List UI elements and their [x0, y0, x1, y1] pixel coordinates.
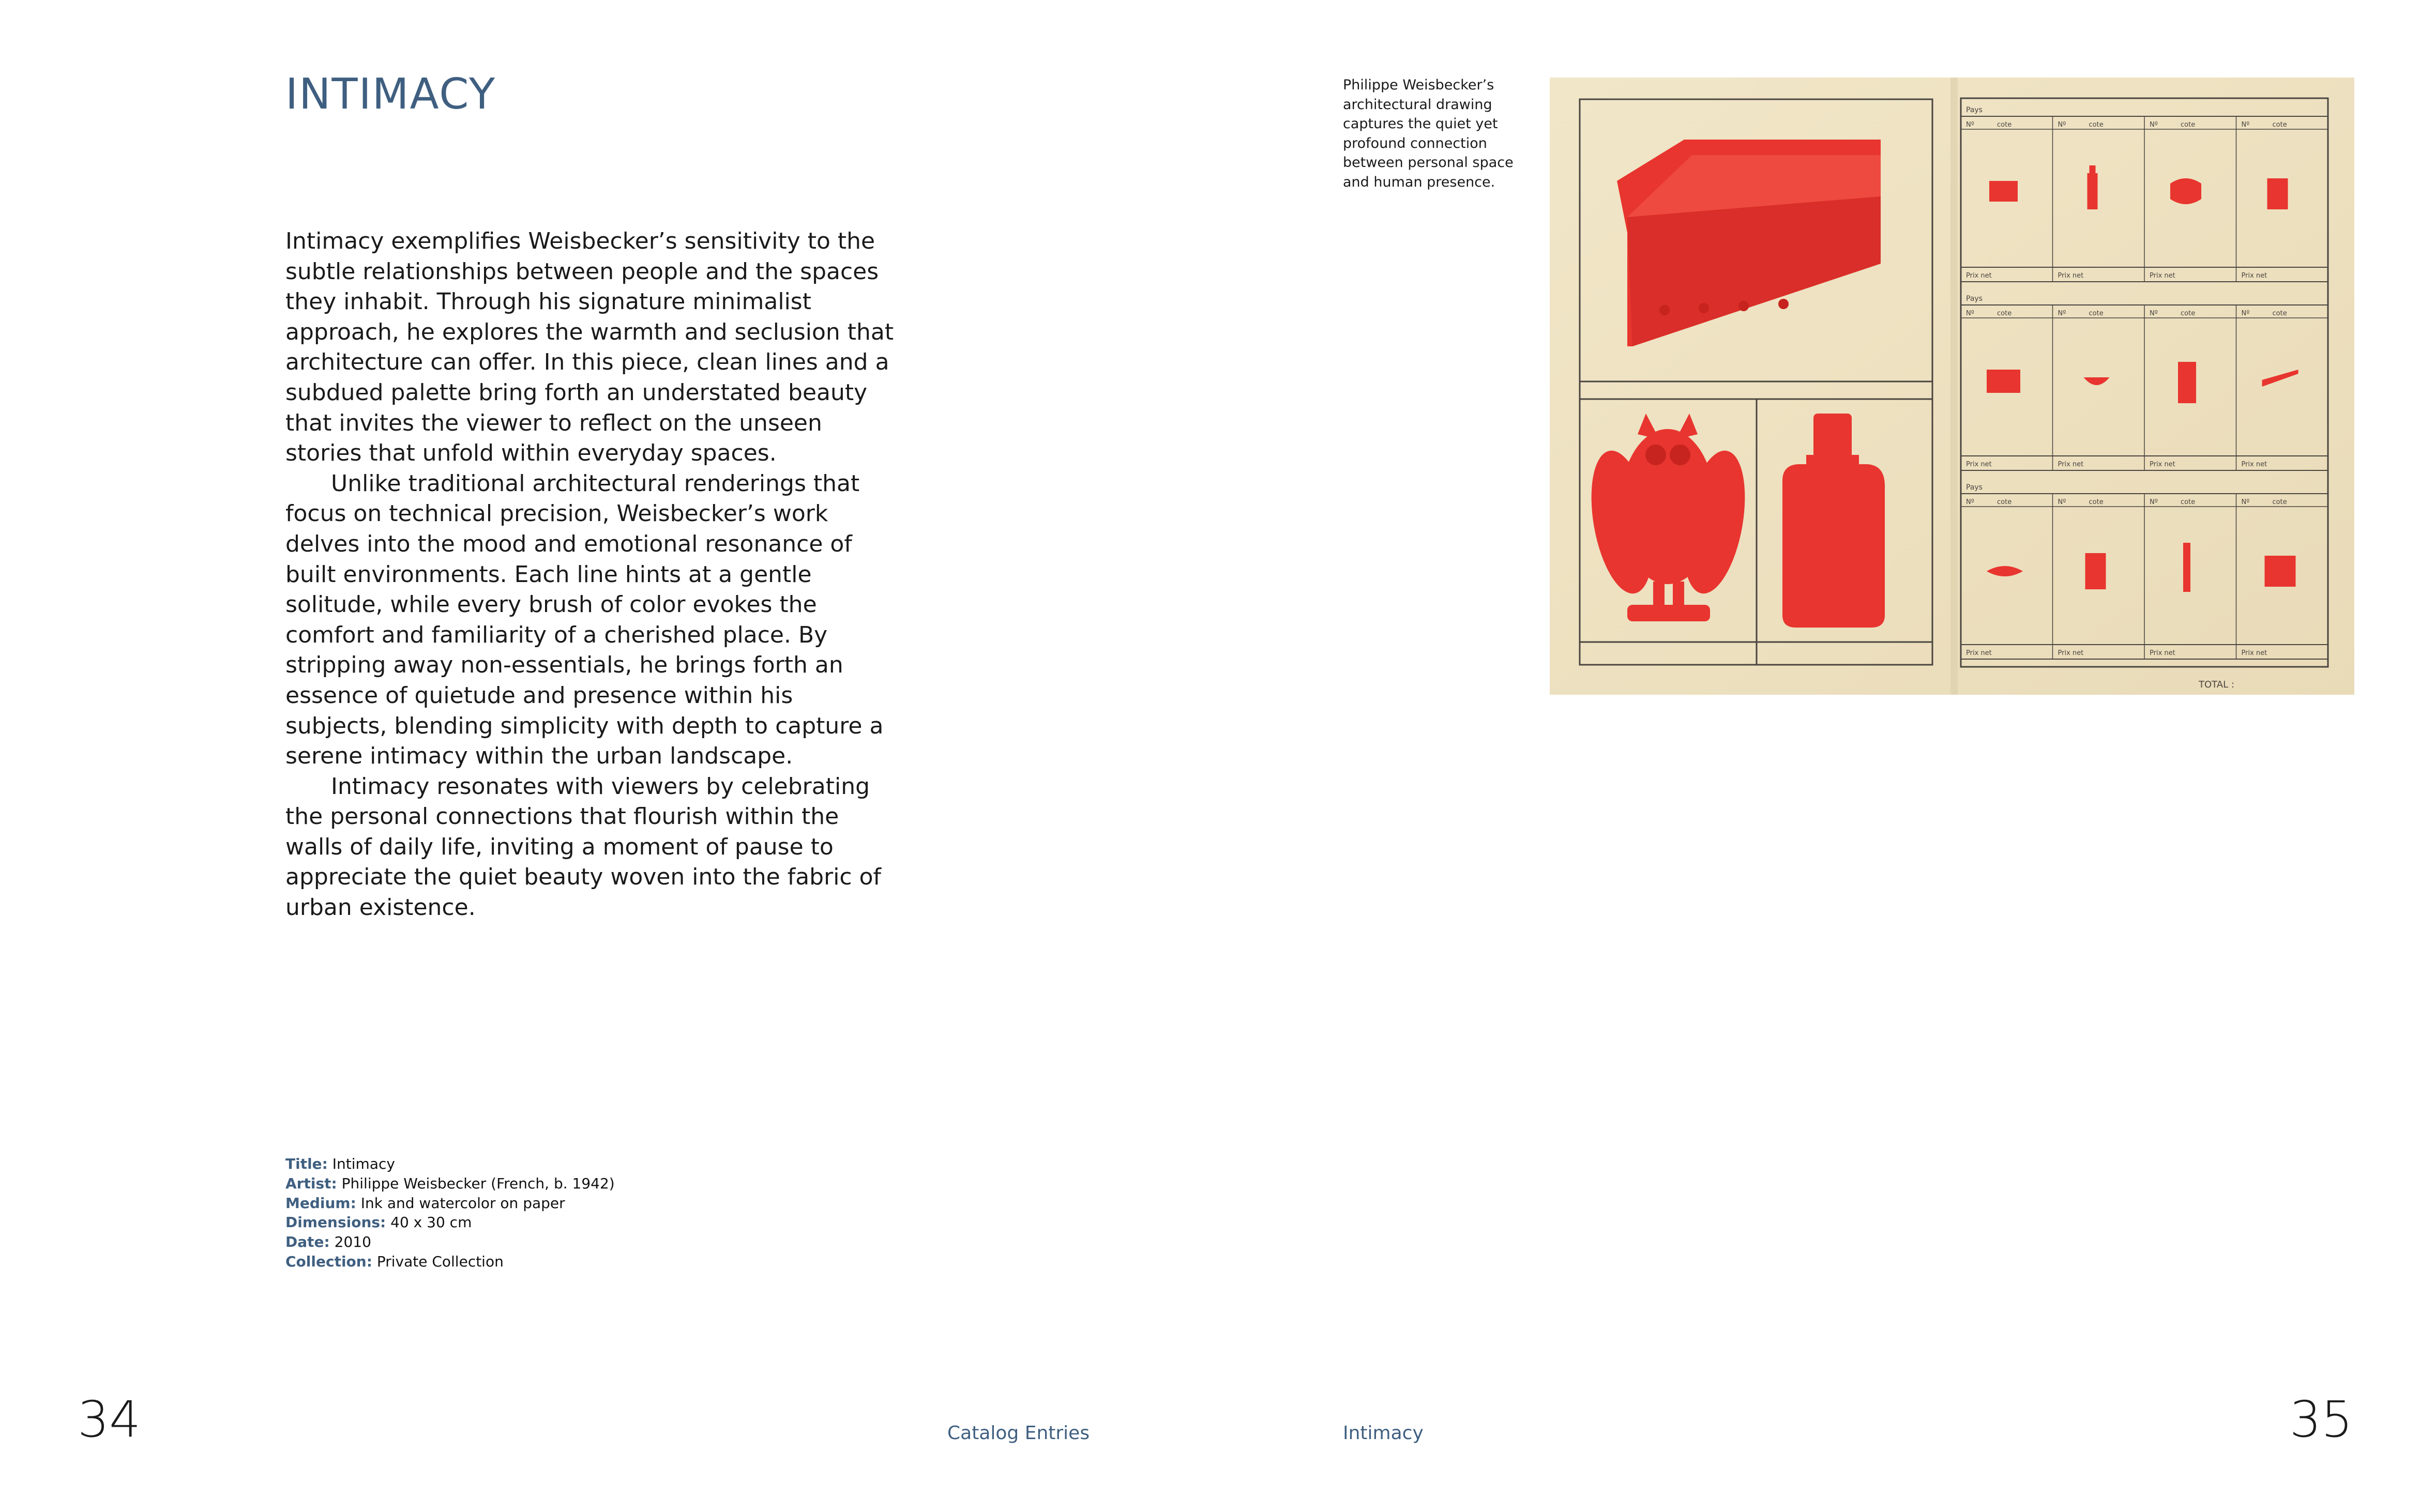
running-footer-title: Intimacy [1343, 1423, 1424, 1444]
form-label-cote: cote [2272, 121, 2287, 129]
form-label-prix: Prix net [2058, 461, 2084, 468]
form-label-cote: cote [2089, 310, 2104, 317]
form-red-object [2170, 178, 2201, 204]
form-label-cote: cote [1997, 498, 2012, 506]
running-footer-section: Catalog Entries [947, 1423, 1090, 1444]
form-red-object [2085, 553, 2106, 589]
form-label-prix: Prix net [2058, 649, 2084, 657]
form-red-object [1989, 181, 2018, 202]
form-label-cote: cote [2181, 310, 2196, 317]
page-number-right: 35 [2289, 1391, 2353, 1448]
form-label-pays: Pays [1966, 483, 1983, 492]
form-label-cote: cote [2089, 121, 2104, 129]
form-label-no: Nº [2241, 121, 2250, 129]
form-red-object [2183, 543, 2190, 592]
form-label-no: Nº [2150, 121, 2158, 129]
detail-collection: Collection: Private Collection [285, 1253, 504, 1270]
form-label-prix: Prix net [2241, 649, 2267, 657]
form-label-pays: Pays [1966, 295, 1983, 303]
page-title: INTIMACY [285, 70, 496, 119]
form-label-cote: cote [1997, 310, 2012, 317]
form-label-no: Nº [1966, 121, 1974, 129]
form-label-cote: cote [2272, 310, 2287, 317]
form-label-no: Nº [2150, 498, 2158, 506]
form-label-no: Nº [2150, 310, 2158, 317]
form-label-prix: Prix net [2241, 272, 2267, 280]
artwork-image [1550, 78, 2354, 695]
detail-medium: Medium: Ink and watercolor on paper [285, 1194, 565, 1212]
form-red-object [1987, 370, 2020, 393]
form-label-no: Nº [2058, 121, 2066, 129]
form-label-no: Nº [2058, 310, 2066, 317]
artwork-drawing [1550, 78, 2354, 695]
form-label-prix: Prix net [1966, 461, 1992, 468]
article-body [285, 226, 896, 923]
page-number-left: 34 [78, 1391, 141, 1448]
form-label-cote: cote [2089, 498, 2104, 506]
form-label-cote: cote [2181, 498, 2196, 506]
form-label-prix: Prix net [1966, 649, 1992, 657]
form-label-no: Nº [1966, 498, 1974, 506]
detail-title: Title: Intimacy [285, 1155, 395, 1172]
form-label-prix: Prix net [2150, 649, 2175, 657]
form-red-object [2267, 178, 2288, 209]
form-red-object [2265, 556, 2296, 587]
artwork-details [285, 1154, 647, 1272]
body-paragraph: Intimacy exemplifies Weisbecker’s sensitivity to the subtle relationships between people and the spaces they inhabit. Through his signature minimalist approach, he explores the warmth and seclusion that architecture can offer. In this piece, clean lines and a subdued palette bring forth an understated beauty that invites the viewer to reflect on the unseen stories that unfold within everyday spaces. [285, 228, 894, 467]
detail-dimensions: Dimensions: 40 x 30 cm [285, 1214, 472, 1231]
form-label-cote: cote [2272, 498, 2287, 506]
binding-fold [1950, 78, 1958, 695]
form-label-pays: Pays [1966, 106, 1983, 114]
form-label-total: TOTAL : [2199, 679, 2234, 690]
form-label-cote: cote [2181, 121, 2196, 129]
form-label-no: Nº [2241, 310, 2250, 317]
form-label-no: Nº [2058, 498, 2066, 506]
form-label-prix: Prix net [2150, 461, 2175, 468]
form-label-prix: Prix net [2150, 272, 2175, 280]
detail-artist: Artist: Philippe Weisbecker (French, b. 1942) [285, 1174, 615, 1192]
form-red-object [2178, 362, 2196, 403]
detail-date: Date: 2010 [285, 1233, 371, 1251]
form-label-prix: Prix net [2058, 272, 2084, 280]
form-label-no: Nº [2241, 498, 2250, 506]
form-label-prix: Prix net [1966, 272, 1992, 280]
image-caption: Philippe Weisbecker’s architectural drawing captures the quiet yet profound connection between personal space and human presence. [1343, 77, 1514, 190]
body-paragraph: Unlike traditional architectural renderings that focus on technical precision, Weisbecker’s work delves into the mood and emotional resonance of built environments. Each line hints at a gentle solitude, while every brush of color evokes the comfort and familiarity of a cherished place. By stripping away non-essentials, he brings forth an essence of quietude and presence within his subjects, blending simplicity with depth to capture a serene intimacy within the urban landscape. [285, 470, 884, 770]
form-label-prix: Prix net [2241, 461, 2267, 468]
form-label-no: Nº [1966, 310, 1974, 317]
body-paragraph: Intimacy resonates with viewers by celebrating the personal connections that flourish within the walls of daily life, inviting a moment of pause to appreciate the quiet beauty woven into the fabric of urban existence. [285, 773, 882, 921]
form-label-cote: cote [1997, 121, 2012, 129]
